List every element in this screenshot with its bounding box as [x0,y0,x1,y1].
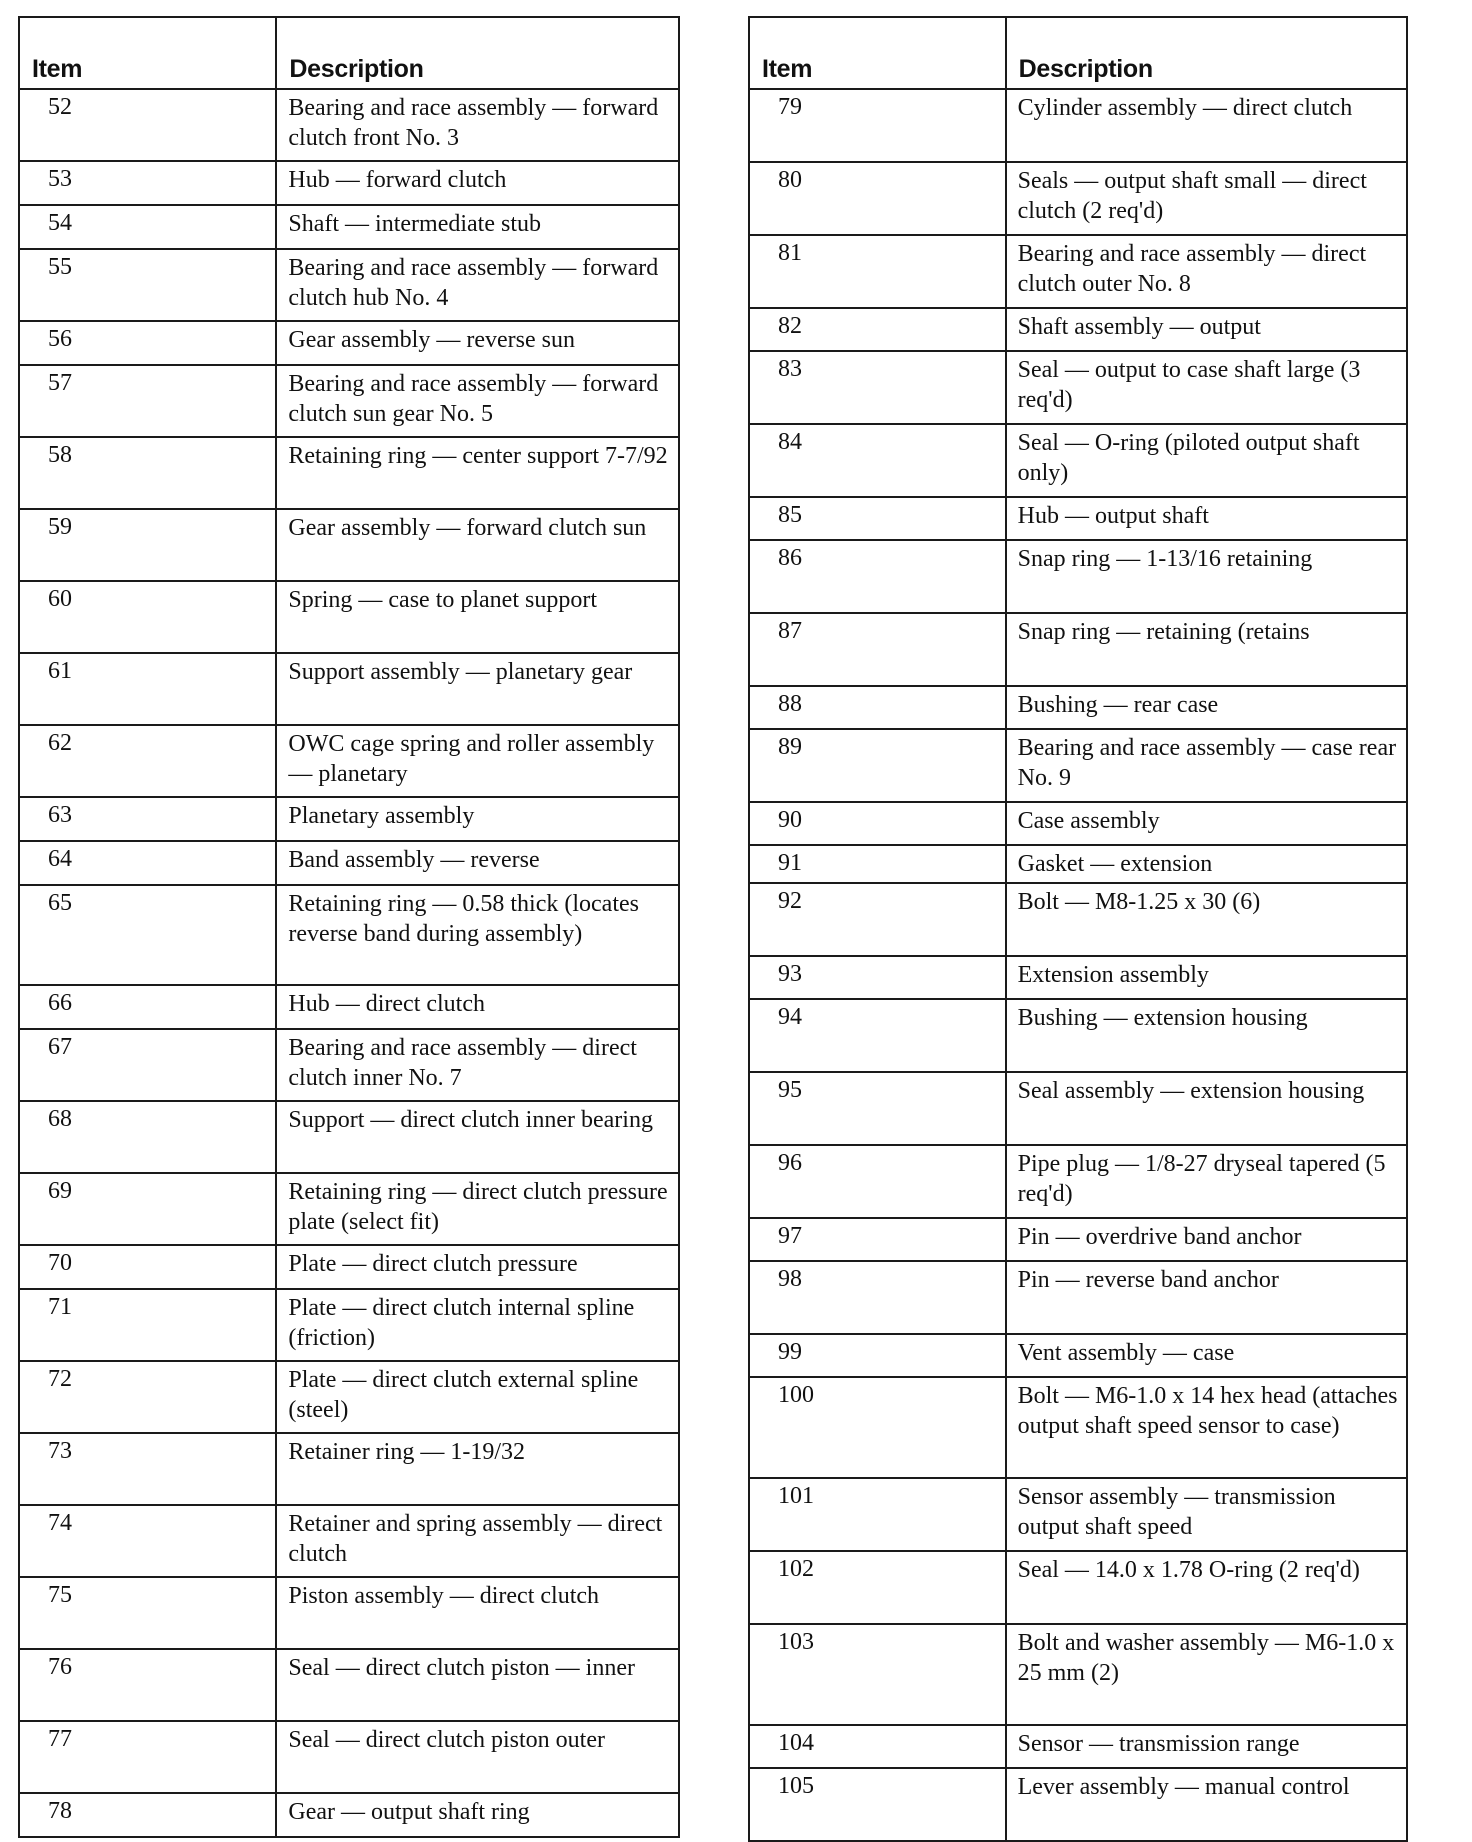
table-row [749,1145,1407,1218]
table-row [19,1101,679,1173]
item-number: 52 [19,89,276,161]
item-number: 67 [19,1029,276,1101]
table-row [19,1289,679,1361]
table-row [19,581,679,653]
item-number: 76 [19,1649,276,1721]
item-description: Retainer and spring assembly — direct clutch [276,1505,679,1577]
table-row [19,509,679,581]
item-description: Support assembly — planetary gear [276,653,679,725]
item-number: 81 [749,235,1006,308]
item-number: 91 [749,845,1006,883]
item-description: Pin — overdrive band anchor [1006,1218,1407,1261]
item-number: 93 [749,956,1006,999]
item-description: Pipe plug — 1/8-27 dryseal tapered (5 req'd) [1006,1145,1407,1218]
item-description: Seal — output to case shaft large (3 req'd) [1006,351,1407,424]
item-description: Retainer ring — 1-19/32 [276,1433,679,1505]
item-description: Seal — 14.0 x 1.78 O-ring (2 req'd) [1006,1551,1407,1624]
table-row [19,1721,679,1793]
item-description: Shaft assembly — output [1006,308,1407,351]
item-description: Band assembly — reverse [276,841,679,885]
item-number: 85 [749,497,1006,540]
item-description: Shaft — intermediate stub [276,205,679,249]
item-number: 105 [749,1768,1006,1841]
item-number: 104 [749,1725,1006,1768]
item-number: 60 [19,581,276,653]
item-description: Hub — output shaft [1006,497,1407,540]
item-number: 78 [19,1793,276,1837]
table-row [19,1029,679,1101]
item-number: 58 [19,437,276,509]
table-row [19,1793,679,1837]
item-number: 89 [749,729,1006,802]
item-header: Item [19,17,276,89]
table-row [19,1173,679,1245]
table-row [19,1361,679,1433]
item-number: 87 [749,613,1006,686]
description-header: Description [276,17,679,89]
table-row [19,89,679,161]
item-description: Hub — forward clutch [276,161,679,205]
item-description: Retaining ring — direct clutch pressure plate (select fit) [276,1173,679,1245]
item-description: Gear assembly — reverse sun [276,321,679,365]
item-number: 69 [19,1173,276,1245]
table-row [19,1505,679,1577]
table-row [19,725,679,797]
table-row [749,613,1407,686]
item-number: 57 [19,365,276,437]
table-row [749,424,1407,497]
item-description: Gear assembly — forward clutch sun [276,509,679,581]
item-description: Spring — case to planet support [276,581,679,653]
table-row [749,956,1407,999]
table-row [749,1624,1407,1725]
item-description: Seal — direct clutch piston — inner [276,1649,679,1721]
item-number: 103 [749,1624,1006,1725]
item-description: Planetary assembly [276,797,679,841]
item-description: Support — direct clutch inner bearing [276,1101,679,1173]
header-row [749,17,1407,89]
item-number: 59 [19,509,276,581]
item-number: 95 [749,1072,1006,1145]
item-number: 94 [749,999,1006,1072]
item-number: 61 [19,653,276,725]
table-row [749,1072,1407,1145]
item-description: Plate — direct clutch internal spline (friction) [276,1289,679,1361]
table-row [19,249,679,321]
parts-table-left [18,16,680,1838]
item-description: Hub — direct clutch [276,985,679,1029]
item-description: Gasket — extension [1006,845,1407,883]
item-description: Snap ring — retaining (retains [1006,613,1407,686]
table-row [749,351,1407,424]
item-number: 101 [749,1478,1006,1551]
item-number: 72 [19,1361,276,1433]
item-number: 65 [19,885,276,985]
item-description: Plate — direct clutch pressure [276,1245,679,1289]
item-number: 86 [749,540,1006,613]
item-number: 83 [749,351,1006,424]
item-description: Retaining ring — center support 7-7/92 [276,437,679,509]
table-row [749,729,1407,802]
item-description: OWC cage spring and roller assembly — planetary [276,725,679,797]
item-number: 75 [19,1577,276,1649]
item-description: Cylinder assembly — direct clutch [1006,89,1407,162]
table-row [749,1377,1407,1478]
table-row [749,540,1407,613]
item-number: 70 [19,1245,276,1289]
item-number: 79 [749,89,1006,162]
item-number: 80 [749,162,1006,235]
item-description: Seal — direct clutch piston outer [276,1721,679,1793]
table-row [19,1433,679,1505]
item-description: Plate — direct clutch external spline (steel) [276,1361,679,1433]
parts-table-right [748,16,1408,1842]
item-description: Bolt — M6-1.0 x 14 hex head (attaches output shaft speed sensor to case) [1006,1377,1407,1478]
item-description: Bearing and race assembly — forward clutch sun gear No. 5 [276,365,679,437]
item-number: 73 [19,1433,276,1505]
item-number: 88 [749,686,1006,729]
item-description: Bolt and washer assembly — M6-1.0 x 25 mm (2) [1006,1624,1407,1725]
table-row [749,1725,1407,1768]
table-row [749,999,1407,1072]
item-description: Bearing and race assembly — direct clutch outer No. 8 [1006,235,1407,308]
item-number: 54 [19,205,276,249]
table-row [19,1649,679,1721]
table-row [749,1551,1407,1624]
item-description: Piston assembly — direct clutch [276,1577,679,1649]
item-number: 68 [19,1101,276,1173]
item-description: Seals — output shaft small — direct clutch (2 req'd) [1006,162,1407,235]
item-number: 99 [749,1334,1006,1377]
item-description: Bearing and race assembly — direct clutch inner No. 7 [276,1029,679,1101]
table-row [19,653,679,725]
table-row [19,321,679,365]
table-row [19,1577,679,1649]
item-number: 92 [749,883,1006,956]
table-row [749,235,1407,308]
item-number: 74 [19,1505,276,1577]
item-description: Lever assembly — manual control [1006,1768,1407,1841]
item-description: Bearing and race assembly — case rear No. 9 [1006,729,1407,802]
item-number: 102 [749,1551,1006,1624]
table-row [19,205,679,249]
item-number: 98 [749,1261,1006,1334]
item-number: 66 [19,985,276,1029]
table-row [19,885,679,985]
item-description: Bearing and race assembly — forward clutch front No. 3 [276,89,679,161]
table-row [19,797,679,841]
item-number: 84 [749,424,1006,497]
item-number: 97 [749,1218,1006,1261]
table-row [749,1218,1407,1261]
item-description: Pin — reverse band anchor [1006,1261,1407,1334]
table-row [749,89,1407,162]
item-number: 71 [19,1289,276,1361]
item-description: Retaining ring — 0.58 thick (locates reverse band during assembly) [276,885,679,985]
table-row [749,1478,1407,1551]
item-number: 77 [19,1721,276,1793]
table-row [749,883,1407,956]
item-number: 62 [19,725,276,797]
item-number: 63 [19,797,276,841]
header-row [19,17,679,89]
table-row [749,1261,1407,1334]
item-number: 90 [749,802,1006,845]
item-description: Bolt — M8-1.25 x 30 (6) [1006,883,1407,956]
item-description: Case assembly [1006,802,1407,845]
table-row [19,437,679,509]
item-number: 55 [19,249,276,321]
table-row [749,845,1407,883]
item-number: 100 [749,1377,1006,1478]
item-number: 56 [19,321,276,365]
item-number: 53 [19,161,276,205]
table-row [749,162,1407,235]
table-row [749,308,1407,351]
table-row [749,1334,1407,1377]
item-description: Bushing — rear case [1006,686,1407,729]
item-description: Gear — output shaft ring [276,1793,679,1837]
item-description: Sensor — transmission range [1006,1725,1407,1768]
item-description: Sensor assembly — transmission output shaft speed [1006,1478,1407,1551]
item-number: 96 [749,1145,1006,1218]
table-row [749,686,1407,729]
item-number: 64 [19,841,276,885]
item-description: Snap ring — 1-13/16 retaining [1006,540,1407,613]
table-row [19,161,679,205]
table-row [749,802,1407,845]
table-row [749,497,1407,540]
table-row [19,1245,679,1289]
item-description: Extension assembly [1006,956,1407,999]
item-description: Bushing — extension housing [1006,999,1407,1072]
description-header: Description [1006,17,1407,89]
item-description: Vent assembly — case [1006,1334,1407,1377]
table-row [19,365,679,437]
table-row [19,841,679,885]
item-description: Bearing and race assembly — forward clutch hub No. 4 [276,249,679,321]
table-row [749,1768,1407,1841]
table-row [19,985,679,1029]
item-header: Item [749,17,1006,89]
item-description: Seal assembly — extension housing [1006,1072,1407,1145]
item-description: Seal — O-ring (piloted output shaft only) [1006,424,1407,497]
item-number: 82 [749,308,1006,351]
